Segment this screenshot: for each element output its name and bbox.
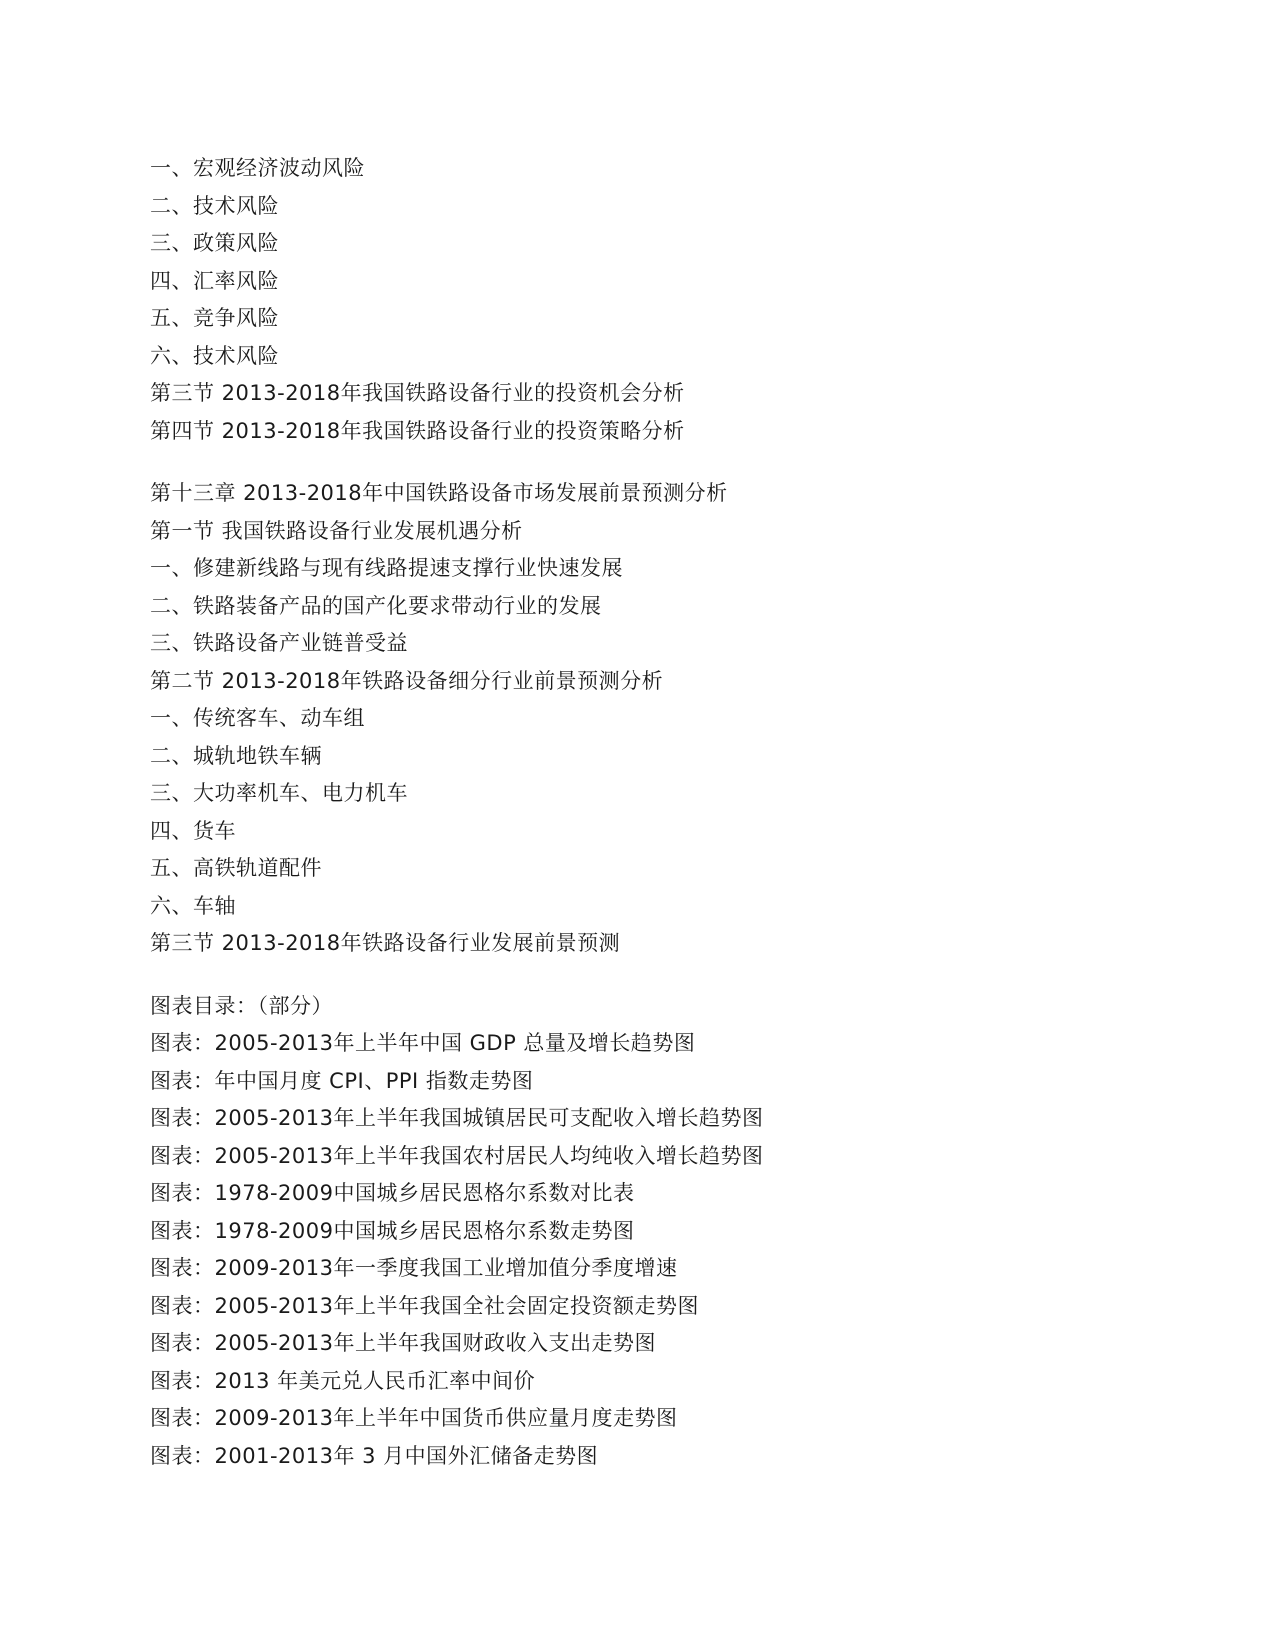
chapter-heading: 第十三章 2013-2018年中国铁路设备市场发展前景预测分析: [150, 481, 728, 505]
list-item: 一、宏观经济波动风险: [150, 156, 365, 180]
chapter-section: [150, 475, 1150, 963]
directory-item: 图表：年中国月度 CPI、PPI 指数走势图: [150, 1068, 534, 1093]
section-heading: 第三节 2013-2018年铁路设备行业发展前景预测: [150, 931, 621, 955]
list-item: 二、技术风险: [150, 193, 279, 218]
list-item: 四、货车: [150, 818, 236, 843]
list-item: 五、竞争风险: [150, 306, 279, 330]
directory-item: 图表：1978-2009中国城乡居民恩格尔系数对比表: [150, 1181, 635, 1205]
list-item: 五、高铁轨道配件: [150, 856, 322, 880]
list-item: 三、铁路设备产业链普受益: [150, 631, 408, 655]
directory-item: 图表：2005-2013年上半年我国财政收入支出走势图: [150, 1331, 656, 1355]
list-item: 六、技术风险: [150, 343, 279, 368]
list-item: 六、车轴: [150, 893, 236, 918]
directory-item: 图表：2009-2013年一季度我国工业增加值分季度增速: [150, 1256, 678, 1280]
directory-item: 图表：2005-2013年上半年我国全社会固定投资额走势图: [150, 1293, 699, 1318]
spacer: [150, 450, 1150, 475]
directory-item: 图表：2001-2013年 3 月中国外汇储备走势图: [150, 1443, 599, 1468]
section-heading: 第二节 2013-2018年铁路设备细分行业前景预测分析: [150, 668, 664, 693]
list-item: 一、传统客车、动车组: [150, 706, 365, 730]
risk-section: [150, 150, 1150, 450]
section-heading: 第三节 2013-2018年我国铁路设备行业的投资机会分析: [150, 381, 685, 405]
section-heading: 第四节 2013-2018年我国铁路设备行业的投资策略分析: [150, 418, 685, 443]
list-item: 四、汇率风险: [150, 268, 279, 293]
list-item: 二、城轨地铁车辆: [150, 743, 322, 768]
directory-item: 图表：2005-2013年上半年我国农村居民人均纯收入增长趋势图: [150, 1143, 764, 1168]
document-page: [150, 150, 1150, 1475]
section-heading: 第一节 我国铁路设备行业发展机遇分析: [150, 518, 523, 543]
spacer: [150, 963, 1150, 988]
list-item: 三、政策风险: [150, 231, 279, 255]
directory-item: 图表：2005-2013年上半年我国城镇居民可支配收入增长趋势图: [150, 1106, 764, 1130]
list-item: 二、铁路装备产品的国产化要求带动行业的发展: [150, 593, 602, 618]
directory-item: 图表：2013 年美元兑人民币汇率中间价: [150, 1368, 536, 1393]
directory-item: 图表：2005-2013年上半年中国 GDP 总量及增长趋势图: [150, 1031, 696, 1055]
directory-title: 图表目录：（部分）: [150, 993, 333, 1018]
chart-directory: [150, 988, 1150, 1476]
list-item: 一、修建新线路与现有线路提速支撑行业快速发展: [150, 556, 623, 580]
directory-item: 图表：2009-2013年上半年中国货币供应量月度走势图: [150, 1406, 678, 1430]
directory-item: 图表：1978-2009中国城乡居民恩格尔系数走势图: [150, 1218, 635, 1243]
list-item: 三、大功率机车、电力机车: [150, 781, 408, 805]
